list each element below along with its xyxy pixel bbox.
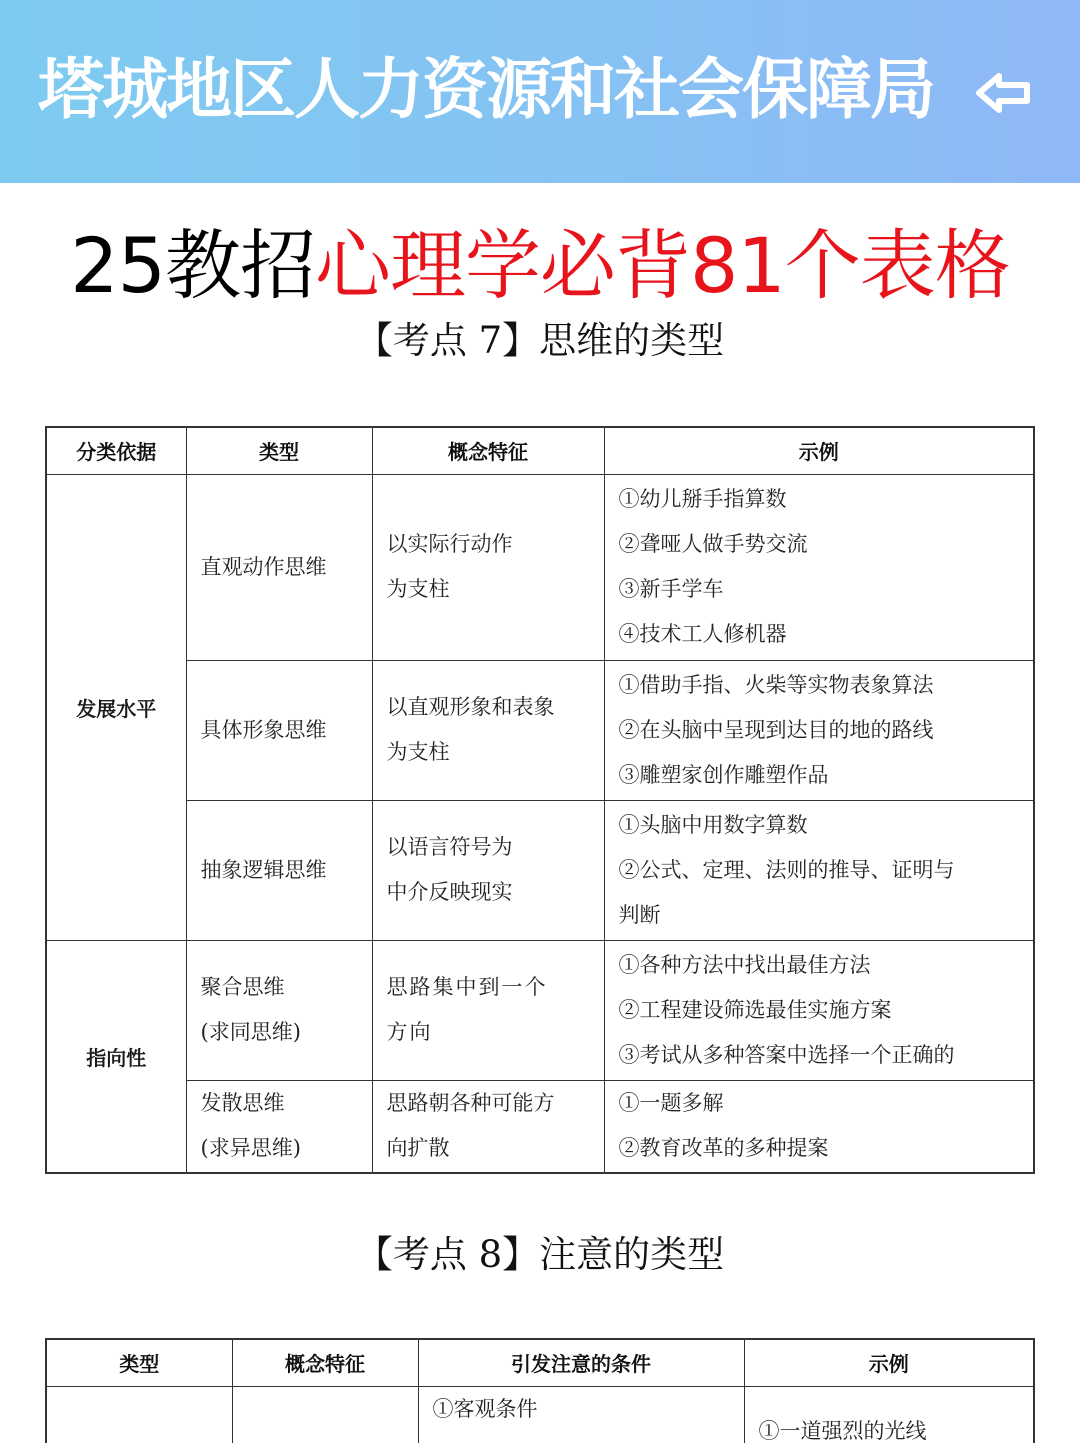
type-cell (186, 660, 372, 800)
example-line: ②在头脑中呈现到达目的地的路线 (618, 717, 934, 742)
example-line: ②公式、定理、法则的推导、证明与 (618, 857, 955, 882)
concept-cell (372, 800, 604, 940)
table-row (46, 660, 1034, 800)
condition-line: ①客观条件 (432, 1396, 538, 1421)
example-line: ②工程建设筛选最佳实施方案 (618, 997, 892, 1022)
table-header-row (46, 1339, 1034, 1386)
example-cell (604, 940, 1034, 1080)
concept-line: 以语言符号为 (386, 835, 513, 859)
condition-cell (418, 1386, 744, 1443)
back-arrow-icon[interactable] (975, 70, 1033, 116)
table-row (46, 940, 1034, 1080)
example-cell (604, 474, 1034, 660)
example-cell (604, 660, 1034, 800)
concept-cell (232, 1386, 418, 1443)
section8-title: 【考点 8】注意的类型 (355, 1233, 725, 1276)
concept-cell (372, 1080, 604, 1173)
concept-line: 方向 (386, 1020, 433, 1044)
table-header-row (46, 427, 1034, 474)
type-line: 聚合思维 (200, 975, 285, 999)
concept-line: 中介反映现实 (386, 880, 513, 904)
example-cell (604, 1080, 1034, 1173)
type-line: 抽象逻辑思维 (200, 857, 327, 882)
example-line: ①各种方法中找出最佳方法 (618, 952, 871, 977)
basis-cell: 指向性 (46, 940, 186, 1173)
type-line: 具体形象思维 (200, 717, 327, 742)
header-cell: 类型 (46, 1339, 232, 1386)
section7-title: 【考点 7】思维的类型 (355, 319, 725, 362)
header-banner (0, 0, 1080, 183)
header-cell: 引发注意的条件 (418, 1339, 744, 1386)
concept-cell (372, 940, 604, 1080)
type-line: 发散思维 (200, 1091, 285, 1116)
concept-line: 以直观形象和表象 (386, 695, 555, 719)
example-line: ①借助手指、火柴等实物表象算法 (618, 672, 934, 697)
table-row (46, 800, 1034, 940)
concept-line: 向扩散 (386, 1136, 450, 1161)
example-line: ③考试从多种答案中选择一个正确的 (618, 1042, 955, 1067)
concept-line: 思路集中到一个 (386, 975, 548, 999)
attention-types-table (45, 1338, 1035, 1443)
table-row (46, 1080, 1034, 1173)
type-cell (186, 800, 372, 940)
concept-cell (372, 660, 604, 800)
example-line: ②教育改革的多种提案 (618, 1136, 829, 1161)
basis-cell: 发展水平 (46, 474, 186, 940)
example-cell (744, 1386, 1034, 1443)
header-cell: 概念特征 (232, 1339, 418, 1386)
type-cell (186, 940, 372, 1080)
thinking-types-table (45, 426, 1035, 1174)
concept-line: 为支柱 (386, 740, 450, 764)
example-line: ①幼儿掰手指算数 (618, 487, 787, 511)
example-line: ①一道强烈的光线 (758, 1418, 927, 1443)
type-line: (求异思维) (200, 1136, 301, 1161)
header-cell: 示例 (744, 1339, 1034, 1386)
concept-line: 思路朝各种可能方 (386, 1091, 555, 1116)
example-line: ④技术工人修机器 (618, 622, 787, 646)
type-cell (46, 1386, 232, 1443)
concept-line: 以实际行动作 (386, 532, 513, 556)
type-cell (186, 474, 372, 660)
type-line: 直观动作思维 (200, 554, 327, 579)
header-cell: 分类依据 (46, 427, 186, 474)
headline-black: 25教招 (70, 221, 315, 310)
type-line: (求同思维) (200, 1020, 301, 1044)
example-line: ②聋哑人做手势交流 (618, 532, 808, 556)
type-cell (186, 1080, 372, 1173)
concept-cell (372, 474, 604, 660)
header-cell: 示例 (604, 427, 1034, 474)
example-line: ③雕塑家创作雕塑作品 (618, 762, 829, 787)
example-line: 判断 (618, 902, 661, 927)
concept-line: 为支柱 (386, 577, 450, 601)
header-cell: 类型 (186, 427, 372, 474)
headline (0, 218, 1080, 314)
example-line: ①一题多解 (618, 1091, 724, 1116)
example-line: ③新手学车 (618, 577, 724, 601)
table-row (46, 474, 1034, 660)
banner-title: 塔城地区人力资源和社会保障局 (38, 51, 934, 128)
example-line: ①头脑中用数字算数 (618, 812, 808, 837)
headline-red: 心理学必背81个表格 (315, 221, 1010, 310)
example-cell (604, 800, 1034, 940)
header-cell: 概念特征 (372, 427, 604, 474)
table-row (46, 1386, 1034, 1443)
